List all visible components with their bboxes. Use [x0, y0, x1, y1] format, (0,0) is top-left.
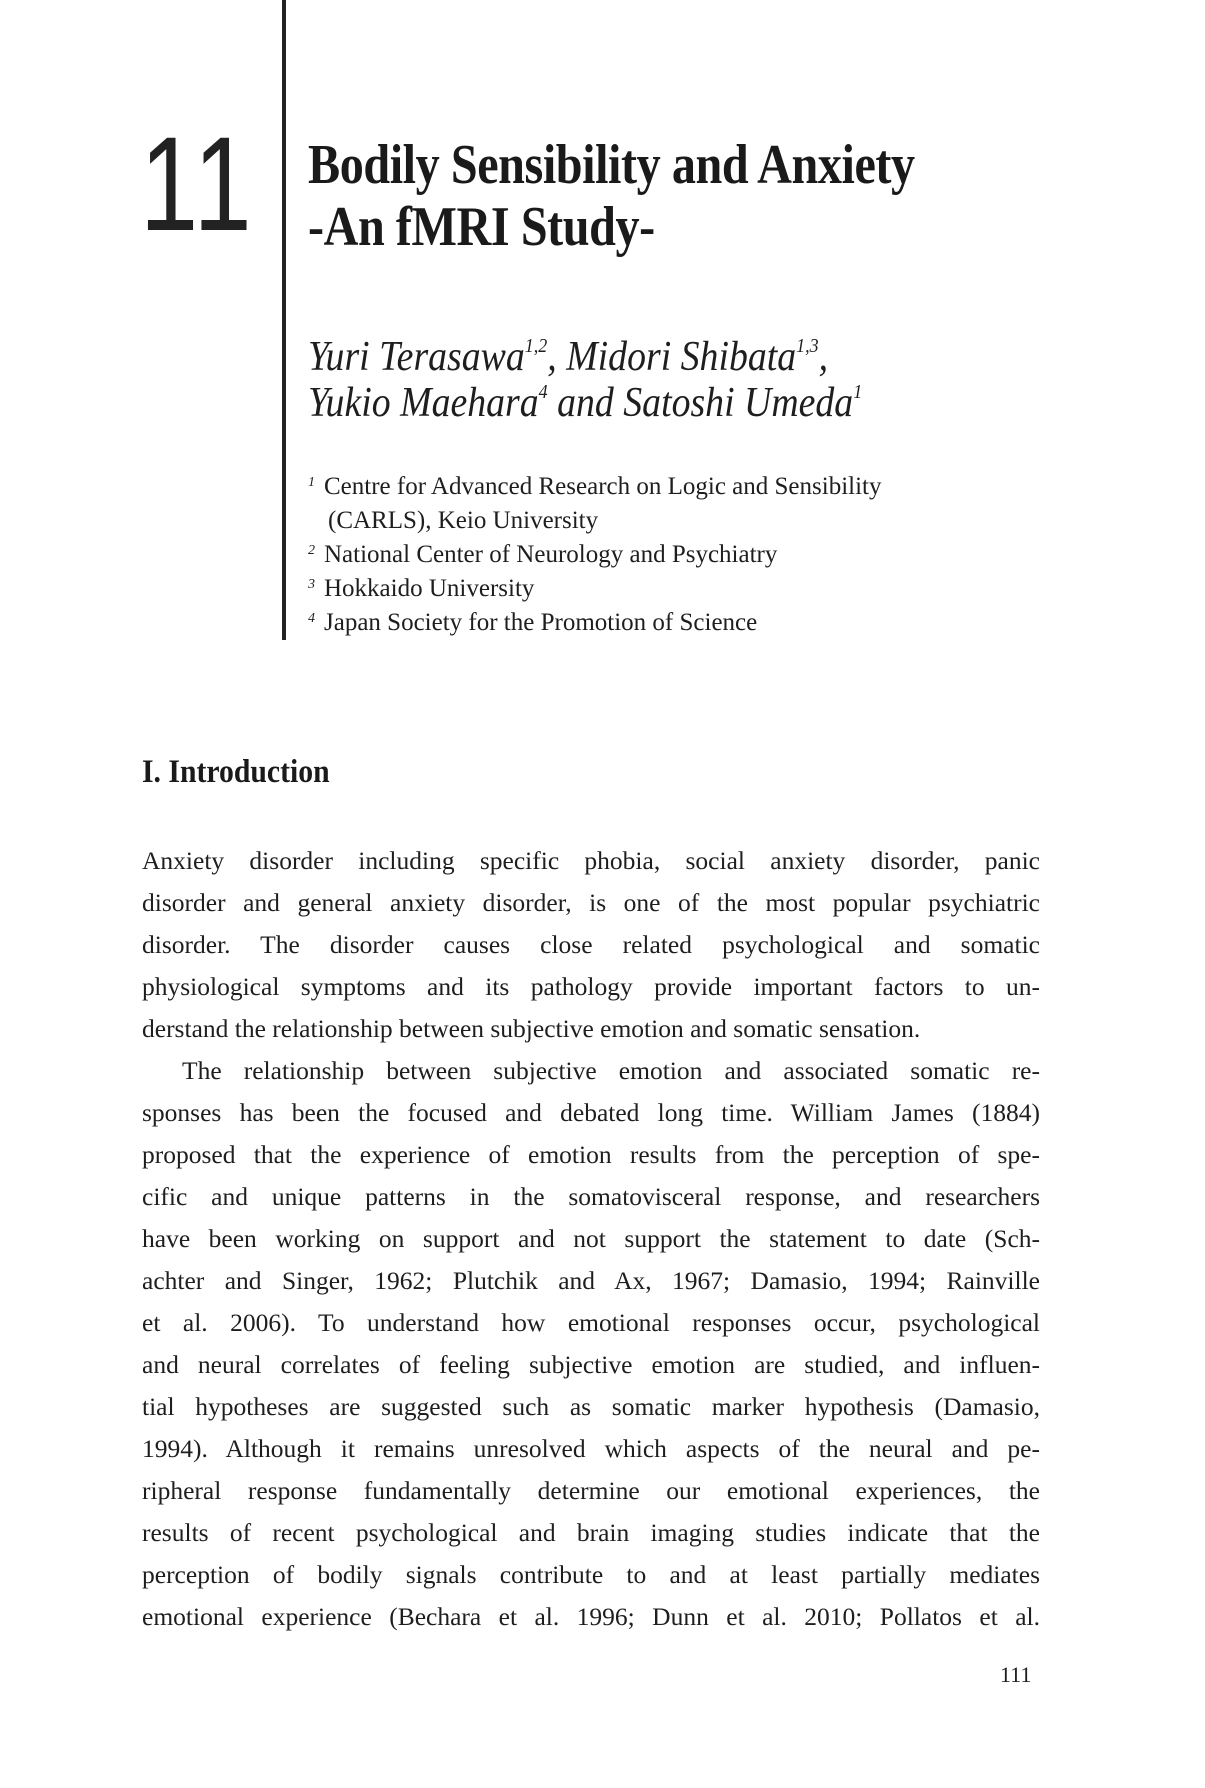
paragraph	[142, 840, 1040, 1050]
paragraph	[142, 1050, 1040, 1638]
text-line: tial hypotheses are suggested such as somatic marker hypothesis (Damasio,	[142, 1392, 1040, 1421]
author-separator: ,	[547, 334, 567, 380]
text-line: et al. 2006). To understand how emotional responses occur, psychological	[142, 1308, 1040, 1337]
chapter-subtitle-line: -An fMRI Study-	[308, 196, 655, 258]
text-line: perception of bodily signals contribute to and at least partially mediates	[142, 1560, 1040, 1589]
page-number: 111	[1000, 1662, 1032, 1687]
text-line: derstand the relationship between subjective emotion and somatic sensation.	[142, 1014, 921, 1043]
author-affiliation-marks: 1	[853, 381, 863, 403]
text-line: disorder and general anxiety disorder, is one of the most popular psychiatric	[142, 888, 1040, 917]
chapter-number: 11	[140, 110, 255, 259]
text-line: 1994). Although it remains unresolved which aspects of the neural and pe-	[142, 1434, 1040, 1463]
author-name: Yuri Terasawa	[308, 334, 525, 380]
text-line: achter and Singer, 1962; Plutchik and Ax, 1967; Damasio, 1994; Rainville	[142, 1266, 1040, 1295]
author-name: Yukio Maehara	[308, 380, 539, 426]
text-line: Anxiety disorder including specific phobia, social anxiety disorder, panic	[142, 846, 1040, 875]
text-line: and neural correlates of feeling subjective emotion are studied, and influen-	[142, 1350, 1040, 1379]
affiliation-item	[308, 572, 881, 606]
affiliation-text: (CARLS), Keio University	[328, 507, 599, 534]
author-list	[308, 334, 862, 426]
text-line: cific and unique patterns in the somatovisceral response, and researchers	[142, 1182, 1040, 1211]
chapter-title-line: Bodily Sensibility and Anxiety	[308, 134, 915, 196]
chapter-title	[308, 134, 1082, 258]
author-name: Satoshi Umeda	[623, 380, 854, 426]
affiliation-item	[308, 470, 881, 504]
text-line: results of recent psychological and brain imaging studies indicate that the	[142, 1518, 1040, 1547]
text-line: proposed that the experience of emotion results from the perception of spe-	[142, 1140, 1040, 1169]
affiliation-item	[308, 538, 881, 572]
text-line: The relationship between subjective emotion and associated somatic re-	[182, 1056, 1040, 1085]
author-line	[308, 334, 862, 380]
text-line: ripheral response fundamentally determine our emotional experiences, the	[142, 1476, 1040, 1505]
text-line: emotional experience (Bechara et al. 1996; Dunn et al. 2010; Pollatos et al.	[142, 1602, 1040, 1631]
affiliation-text: National Center of Neurology and Psychiatry	[324, 541, 778, 568]
affiliation-list	[308, 470, 881, 640]
affiliation-item-continued	[308, 504, 881, 538]
text-line: physiological symptoms and its pathology provide important factors to un-	[142, 972, 1040, 1001]
author-name: Midori Shibata	[566, 334, 797, 380]
affiliation-text: Centre for Advanced Research on Logic and Sensibility	[324, 473, 882, 500]
affiliation-mark: 4	[308, 611, 315, 626]
chapter-divider-rule	[282, 0, 286, 640]
author-affiliation-marks: 4	[538, 381, 548, 403]
affiliation-mark: 3	[308, 577, 315, 592]
affiliation-mark: 2	[308, 543, 315, 558]
body-text	[142, 840, 1040, 1638]
text-line: have been working on support and not support the statement to date (Sch-	[142, 1224, 1040, 1253]
author-separator: ,	[818, 334, 829, 380]
author-affiliation-marks: 1,2	[524, 335, 548, 357]
affiliation-mark: 1	[308, 475, 315, 490]
text-line: disorder. The disorder causes close related psychological and somatic	[142, 930, 1040, 959]
author-affiliation-marks: 1,3	[796, 335, 819, 357]
affiliation-text: Hokkaido University	[324, 575, 535, 602]
author-line	[308, 380, 862, 426]
section-heading: I. Introduction	[142, 754, 330, 790]
text-line: sponses has been the focused and debated long time. William James (1884)	[142, 1098, 1040, 1127]
author-separator: and	[547, 380, 624, 426]
affiliation-item	[308, 606, 881, 640]
affiliation-text: Japan Society for the Promotion of Science	[324, 609, 758, 636]
